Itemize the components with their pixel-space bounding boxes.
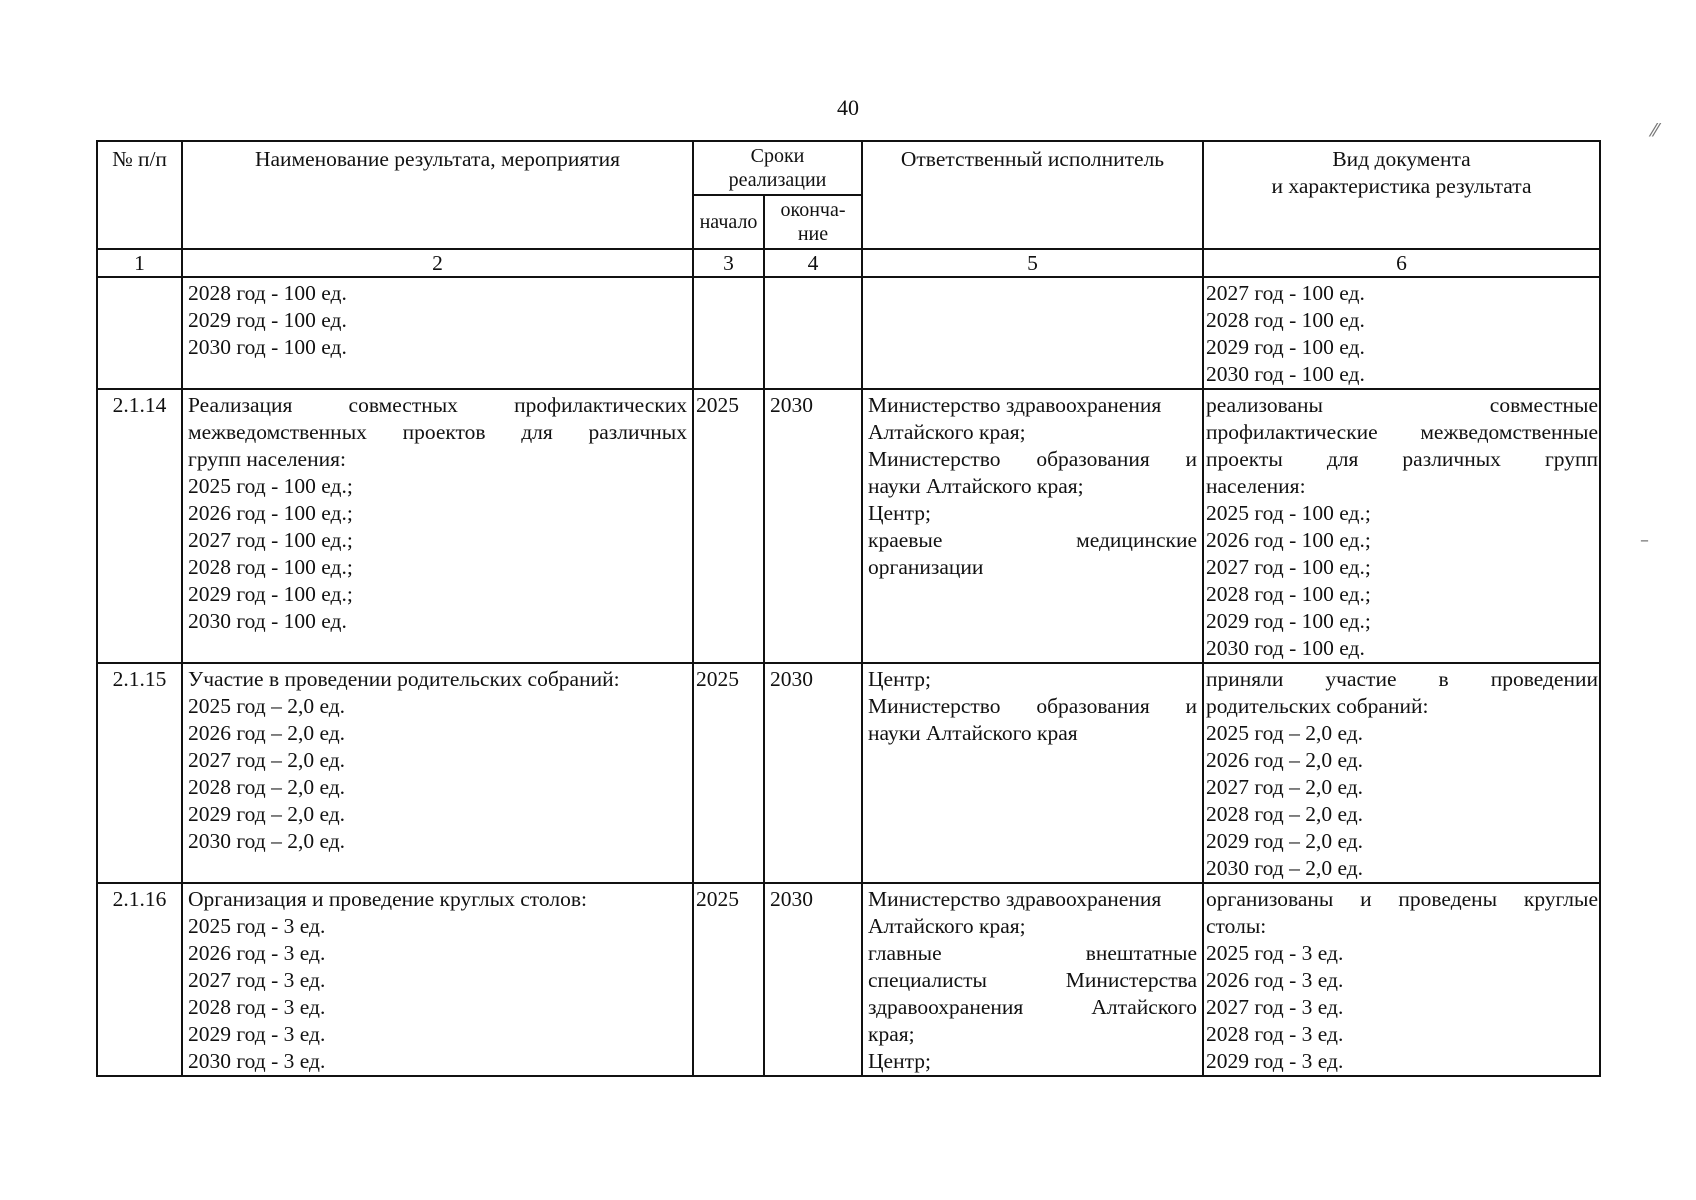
row-end: 2030 (764, 663, 862, 883)
row-executor (862, 277, 1203, 389)
row-result-line: организованы и проведены круглые (1206, 887, 1598, 911)
row-name-line: 2025 год – 2,0 ед. (188, 694, 346, 718)
row-end: 2030 (764, 389, 862, 663)
row-result-line: 2027 год - 100 ед.; (1206, 555, 1371, 579)
header-terms-line2: реализации (728, 169, 827, 191)
row-executor-line: Алтайского края; (868, 914, 1026, 938)
row-result-line: 2027 год - 100 ед. (1206, 281, 1365, 305)
row-result-line: 2025 год - 100 ед.; (1206, 501, 1371, 525)
row-result-line: 2029 год - 3 ед. (1206, 1049, 1344, 1073)
column-number: 5 (862, 249, 1203, 277)
row-result-line: 2028 год - 3 ед. (1206, 1022, 1344, 1046)
row-result-line: приняли участие в проведении (1206, 667, 1598, 691)
row-executor-line: Министерство образования и (868, 694, 1197, 718)
header-terms-line1: Сроки (750, 145, 805, 167)
row-result-line: столы: (1206, 914, 1267, 938)
row-executor-line: Центр; (868, 501, 931, 525)
row-executor-line: науки Алтайского края (868, 721, 1078, 745)
scan-mark: ⁄⁄ (1652, 120, 1659, 141)
row-executor-line: краевые медицинские (868, 528, 1197, 552)
header-name: Наименование результата, мероприятия (182, 141, 693, 249)
table-row (97, 883, 1600, 1076)
header-start: начало (693, 195, 764, 249)
column-number: 1 (97, 249, 182, 277)
row-executor-line: главные внештатные (868, 941, 1197, 965)
row-result-line: 2027 год - 3 ед. (1206, 995, 1344, 1019)
row-number (97, 277, 182, 389)
row-name-line: 2025 год - 3 ед. (188, 914, 326, 938)
row-name-line: 2029 год - 100 ед.; (188, 582, 353, 606)
row-executor-line: Алтайского края; (868, 420, 1026, 444)
measures-table (96, 140, 1601, 1077)
row-result-line: 2029 год - 100 ед. (1206, 335, 1365, 359)
header-end (764, 195, 862, 249)
row-result-line: 2029 год – 2,0 ед. (1206, 829, 1364, 853)
row-name-line: 2026 год - 100 ед.; (188, 501, 353, 525)
row-executor-line: организации (868, 555, 984, 579)
table-header (97, 141, 1600, 277)
row-executor-line: Центр; (868, 667, 931, 691)
row-start: 2025 (693, 389, 764, 663)
row-name-line: 2027 год – 2,0 ед. (188, 748, 346, 772)
row-name-line: 2026 год – 2,0 ед. (188, 721, 346, 745)
row-result-line: реализованы совместные (1206, 393, 1598, 417)
row-result-line: 2026 год – 2,0 ед. (1206, 748, 1364, 772)
table-row (97, 663, 1600, 883)
row-executor-line: науки Алтайского края; (868, 474, 1084, 498)
row-number: 2.1.14 (97, 389, 182, 663)
row-executor (862, 883, 1203, 1076)
row-name (182, 883, 693, 1076)
row-executor-line: специалисты Министерства (868, 968, 1197, 992)
row-result (1203, 883, 1600, 1076)
row-name-line: 2030 год - 100 ед. (188, 335, 347, 359)
row-name-line: 2028 год - 3 ед. (188, 995, 326, 1019)
row-result-line: 2026 год - 3 ед. (1206, 968, 1344, 992)
column-number: 3 (693, 249, 764, 277)
row-start: 2025 (693, 663, 764, 883)
row-result-line: родительских собраний: (1206, 694, 1429, 718)
row-result (1203, 277, 1600, 389)
row-executor (862, 663, 1203, 883)
header-terms (693, 141, 862, 195)
row-result-line: 2030 год - 100 ед. (1206, 636, 1365, 660)
row-start: 2025 (693, 883, 764, 1076)
header-end-line2: ние (797, 223, 829, 245)
row-name-line: 2027 год - 100 ед.; (188, 528, 353, 552)
row-result-line: 2028 год – 2,0 ед. (1206, 802, 1364, 826)
row-name-line: Организация и проведение круглых столов: (188, 887, 587, 911)
header-result-line2: и характеристика результата (1271, 174, 1532, 198)
row-name-line: 2029 год - 3 ед. (188, 1022, 326, 1046)
row-name-line: 2030 год - 3 ед. (188, 1049, 326, 1073)
header-result (1203, 141, 1600, 249)
row-name-line: 2028 год - 100 ед. (188, 281, 347, 305)
row-executor-line: Министерство образования и (868, 447, 1197, 471)
row-executor-line: края; (868, 1022, 915, 1046)
row-number: 2.1.15 (97, 663, 182, 883)
header-executor: Ответственный исполнитель (862, 141, 1203, 249)
row-result-line: профилактические межведомственные (1206, 420, 1598, 444)
row-name-line: 2030 год - 100 ед. (188, 609, 347, 633)
table-row (97, 277, 1600, 389)
page-number: 40 (837, 95, 859, 120)
row-executor-line: здравоохранения Алтайского (868, 995, 1197, 1019)
row-result (1203, 663, 1600, 883)
header-end-line1: оконча- (780, 199, 846, 221)
row-end (764, 277, 862, 389)
row-result-line: 2030 год – 2,0 ед. (1206, 856, 1364, 880)
column-numbers-row (97, 249, 1600, 277)
row-name (182, 277, 693, 389)
row-name (182, 389, 693, 663)
column-number: 4 (764, 249, 862, 277)
row-name-line: 2029 год - 100 ед. (188, 308, 347, 332)
row-name-line: Участие в проведении родительских собраний: (188, 667, 620, 691)
column-number: 2 (182, 249, 693, 277)
row-name-line: 2028 год - 100 ед.; (188, 555, 353, 579)
row-name-line: 2028 год – 2,0 ед. (188, 775, 346, 799)
row-executor (862, 389, 1203, 663)
row-result-line: 2025 год - 3 ед. (1206, 941, 1344, 965)
header-number: № п/п (97, 141, 182, 249)
row-result-line: 2027 год – 2,0 ед. (1206, 775, 1364, 799)
row-name-line: 2025 год - 100 ед.; (188, 474, 353, 498)
row-executor-line: Центр; (868, 1049, 931, 1073)
row-executor-line: Министерство здравоохранения (868, 887, 1162, 911)
scan-mark: – (1640, 530, 1649, 551)
row-name (182, 663, 693, 883)
row-number: 2.1.16 (97, 883, 182, 1076)
row-name-line: межведомственных проектов для различных (188, 420, 687, 444)
row-result-line: 2030 год - 100 ед. (1206, 362, 1365, 386)
row-name-line: 2029 год – 2,0 ед. (188, 802, 346, 826)
row-result-line: населения: (1206, 474, 1306, 498)
row-result (1203, 389, 1600, 663)
row-start (693, 277, 764, 389)
row-result-line: 2029 год - 100 ед.; (1206, 609, 1371, 633)
row-end: 2030 (764, 883, 862, 1076)
row-name-line: 2027 год - 3 ед. (188, 968, 326, 992)
header-result-line1: Вид документа (1332, 147, 1471, 171)
row-result-line: 2028 год - 100 ед.; (1206, 582, 1371, 606)
row-name-line: 2030 год – 2,0 ед. (188, 829, 346, 853)
row-name-line: групп населения: (188, 447, 346, 471)
row-result-line: 2026 год - 100 ед.; (1206, 528, 1371, 552)
row-name-line: Реализация совместных профилактических (188, 393, 687, 417)
table-row (97, 389, 1600, 663)
row-executor-line: Министерство здравоохранения (868, 393, 1162, 417)
row-result-line: проекты для различных групп (1206, 447, 1598, 471)
row-result-line: 2025 год – 2,0 ед. (1206, 721, 1364, 745)
column-number: 6 (1203, 249, 1600, 277)
row-name-line: 2026 год - 3 ед. (188, 941, 326, 965)
row-result-line: 2028 год - 100 ед. (1206, 308, 1365, 332)
